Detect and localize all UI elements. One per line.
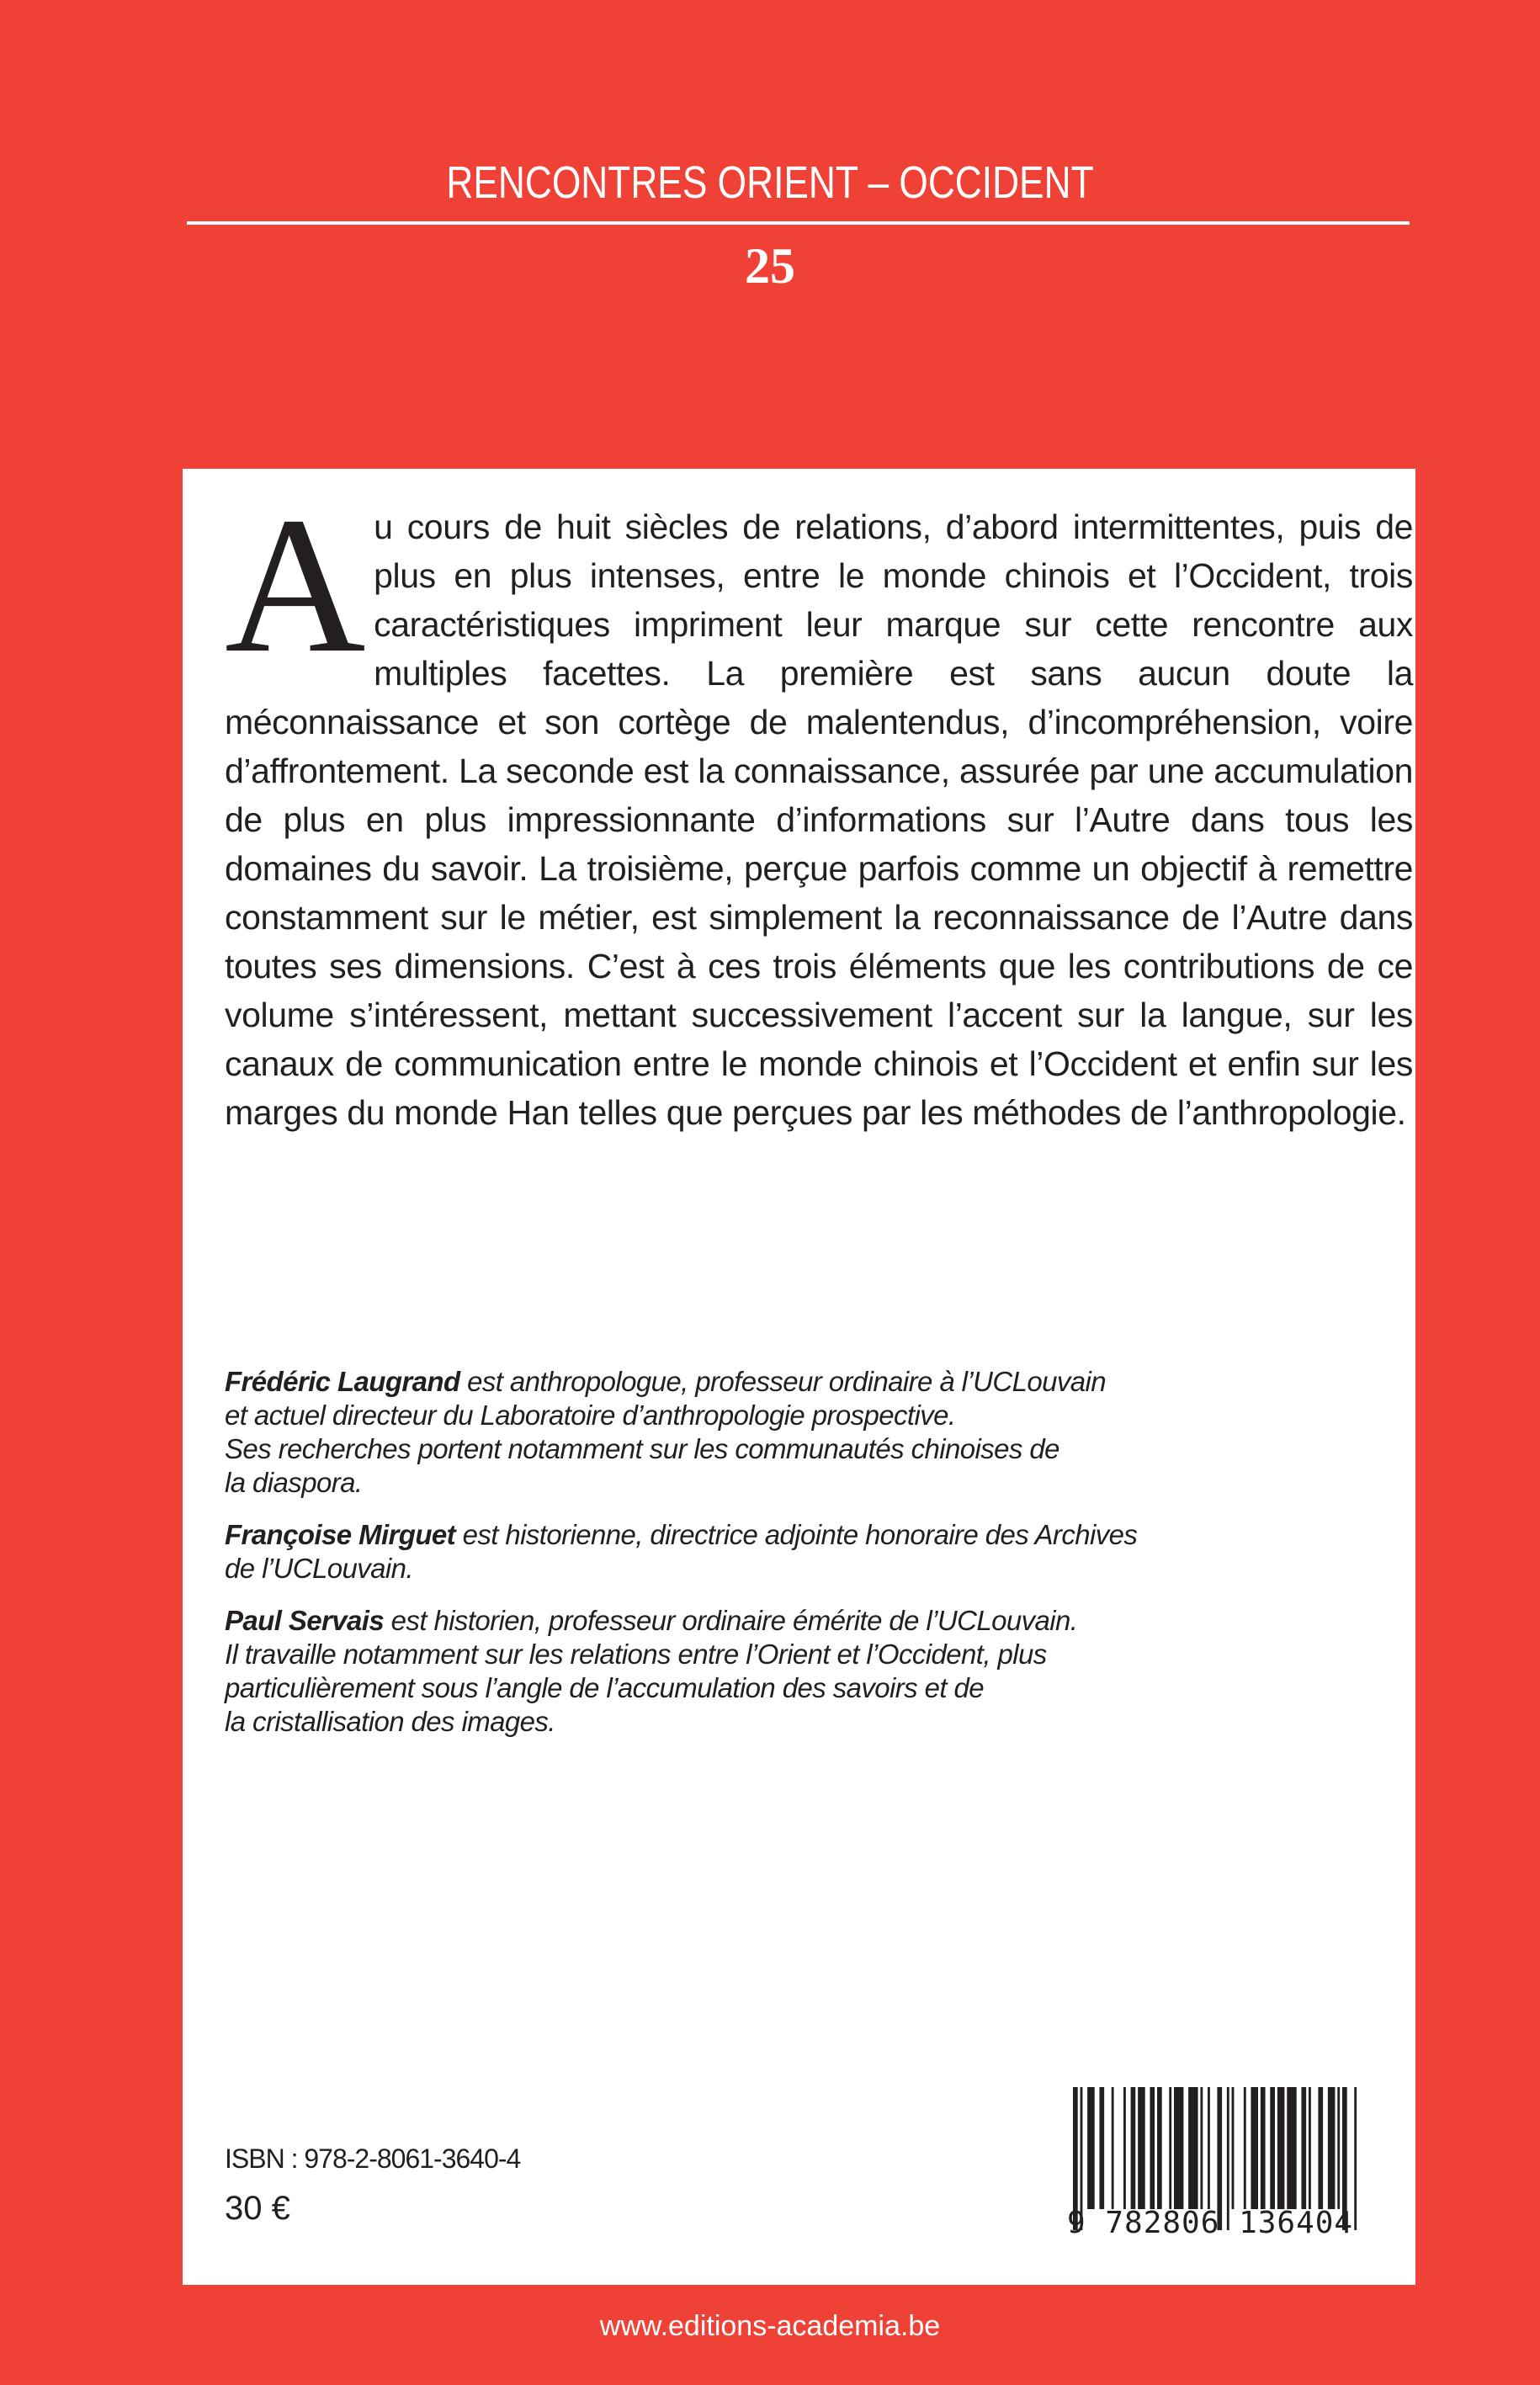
author-bio xyxy=(225,1365,1403,1500)
author-bio-line: est historien, professeur ordinaire émérite de l’UCLouvain. xyxy=(384,1605,1078,1636)
barcode-bar xyxy=(1169,2087,1171,2209)
barcode-bar xyxy=(1301,2087,1306,2209)
author-bio xyxy=(225,1604,1403,1739)
barcode-bar xyxy=(1354,2087,1357,2230)
publisher-website-link[interactable]: www.editions-academia.be xyxy=(599,2310,941,2342)
barcode-bar xyxy=(1138,2087,1145,2209)
barcode-bar xyxy=(1131,2087,1136,2209)
barcode-bar xyxy=(1112,2087,1114,2209)
author-bios xyxy=(225,1365,1403,1757)
barcode-digits: 9 782806 136404 xyxy=(1067,2206,1354,2240)
barcode-bar xyxy=(1157,2087,1162,2209)
book-summary xyxy=(225,477,1413,1137)
barcode-bar xyxy=(1208,2087,1210,2209)
author-bio-line: est anthropologue, professeur ordinaire à l’UCLouvain xyxy=(459,1366,1106,1397)
barcode-bar xyxy=(1287,2087,1296,2209)
barcode-bar xyxy=(1150,2087,1155,2209)
isbn-text: ISBN : 978-2-8061-3640-4 xyxy=(225,2143,521,2174)
barcode-bar xyxy=(1337,2087,1340,2209)
barcode-bar xyxy=(1251,2087,1258,2209)
barcode-bar xyxy=(1328,2087,1336,2209)
author-bio-line: et actuel directeur du Laboratoire d’anthropologie prospective. xyxy=(225,1400,956,1431)
barcode-bar xyxy=(1309,2087,1311,2209)
barcode-bar xyxy=(1123,2087,1126,2209)
barcode-bar xyxy=(1261,2087,1266,2209)
barcode-bar xyxy=(1087,2087,1095,2209)
author-bio-line: Ses recherches portent notamment sur les communautés chinoises de xyxy=(225,1433,1059,1464)
author-name: Frédéric Laugrand xyxy=(225,1366,460,1397)
barcode-bar xyxy=(1318,2087,1323,2209)
author-bio-line: de l’UCLouvain. xyxy=(225,1553,413,1584)
author-bio-line: Il travaille notamment sur les relations entre l’Orient et l’Occident, plus xyxy=(225,1639,1047,1670)
author-bio-line: la diaspora. xyxy=(225,1467,363,1498)
content-panel xyxy=(183,469,1415,2285)
barcode-bar xyxy=(1277,2087,1285,2209)
author-bio-line: est historienne, directrice adjointe honoraire des Archives xyxy=(455,1519,1138,1550)
barcode-bar xyxy=(1188,2087,1197,2209)
price-text: 30 € xyxy=(225,2190,290,2227)
author-name: Paul Servais xyxy=(225,1605,385,1636)
summary-text: u cours de huit siècles de relations, d’abord intermittentes, puis de plus en plus intenses, entre le monde chinois et l’Occident, trois caractéristiques impriment leur marque sur cette rencontre aux multiples facettes. La première est sans aucun doute la méconnaissance et son cortège de malentendus, d’incompréhension, voire d’affrontement. La seconde est la connaissance, assurée par une accumulation de plus en plus impressionnante d’informations sur l’Autre dans tous les domaines du savoir. La troisième, perçue parfois comme un objectif à remettre constamment sur le métier, est simplement la reconnaissance de l’Autre dans toutes ses dimensions. C’est à ces trois éléments que les contributions de ce volume s’intéressent, mettant successivement l’accent sur la langue, sur les canaux de communication entre le monde chinois et l’Occident et enfin sur les marges du monde Han telles que perçues par les méthodes de l’anthropologie. xyxy=(225,507,1413,1132)
barcode-bar xyxy=(1232,2087,1235,2209)
barcode-bar xyxy=(1270,2087,1275,2209)
author-name: Françoise Mirguet xyxy=(225,1519,456,1550)
series-divider xyxy=(187,221,1410,225)
barcode-bar xyxy=(1244,2087,1246,2209)
dropcap-letter: A xyxy=(225,477,366,693)
author-bio xyxy=(225,1518,1403,1586)
barcode-bar xyxy=(1200,2087,1203,2209)
series-title: RENCONTRES ORIENT – OCCIDENT xyxy=(446,157,1094,208)
barcode-bar xyxy=(1174,2087,1183,2209)
author-bio-line: la cristallisation des images. xyxy=(225,1706,555,1737)
author-bio-line: particulièrement sous l’angle de l’accumulation des savoirs et de xyxy=(225,1672,985,1703)
barcode-bar xyxy=(1099,2087,1104,2209)
series-number: 25 xyxy=(745,238,795,294)
